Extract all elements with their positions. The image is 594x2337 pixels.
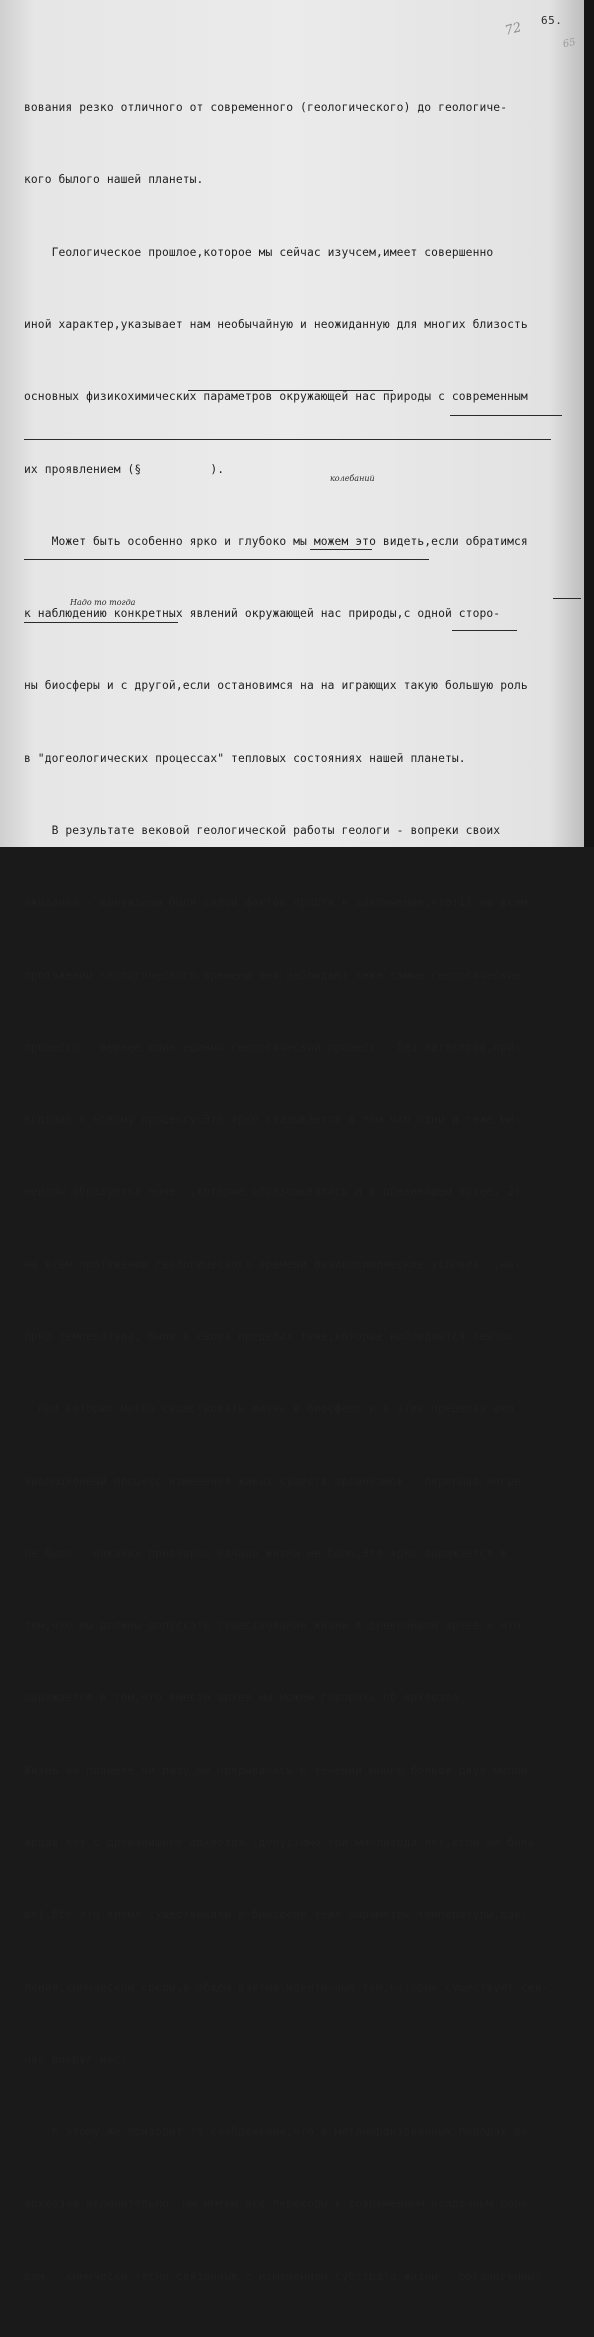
pen-underline [24,559,429,560]
scan-dark-edge [584,0,594,847]
text-line: к наблюдению конкретных явлений окружающей нас природы,с одной сторо- [24,607,501,621]
text-line: нералы образуются ныне ,которые образовывались и в древнейшем архее, 2) [24,1185,521,1199]
text-line: дам - химически тесно связанные с изменением субстрата жизни - органогенных [24,2269,542,2283]
text-line: археозоя включительно мы имеем все переходы к современным осадочным поро- [24,2197,535,2211]
text-line: их проявлением (§ ). [24,462,225,476]
text-line: на всем протяжении геологического времени физикохимические условия ,на- [24,1257,521,1271]
typed-text-body [24,48,584,2337]
text-line: прйр температура, были в своих пределах теже,которые наблюдаются сейчас [24,1329,514,1343]
text-line: ардов лет с древнейшего археозоя (допустимо три миллиарда лет,если не боль- [24,1835,542,1849]
archive-pencil-mark: 72 [503,20,524,39]
pen-underline [24,439,551,440]
text-line: не было - никаких признаков начала жизни не было.Это ярко выражается в [24,1546,508,1560]
archive-pencil-mark-small: 65 [562,36,577,51]
text-line: Геологическое прошлое,которое мы сейчас изучсем,имеет совершенно [24,245,494,259]
text-line: процессы - вернее один единый геологический процесс - без катастроф,при- [24,1040,521,1054]
text-line: водящих к новому процессу.Это ярко сказывается в том,что одни и теже ми- [24,1113,521,1127]
text-line: В результате вековой геологической работы геологи - вопреки своих [24,824,501,837]
text-line: ожиданий - вынуждены были силой фактов придти к заключению,что:1) на всем [24,896,528,910]
text-line: в "догеологических процессах" тепловых состояниях нашей планеты. [24,751,466,765]
text-line: вования резко отличного от современного (геологического) до геологиче- [24,101,508,115]
text-line: ны биосферы и с другой,если остановимся на на играющих такую большую роль [24,679,528,693]
handwritten-insertion: Надо то тогда [70,598,136,607]
text-line: ления,химической среды,в общем взятые,идентичные тем,которые существуют сей- [24,1980,549,1994]
pen-underline [450,415,562,416]
handwritten-insertion: колебаний [330,474,375,483]
text-line: Может быть особенно ярко и глубоко мы можем это видеть,если обратимся [24,534,528,548]
text-line: протяжении геологического времени они наблюдают теже самые геологические [24,968,521,982]
text-line: - при которых могла существовать жизнь в биосфере и в этих пределах шел [24,1402,514,1416]
text-line: иной характер,указывает нам необычайную и неожиданную для многих близость [24,318,528,332]
text-line: К этому же приводит то соображение,что в метаморфизованных породах до [24,2125,528,2139]
text-line: час вокруг нас. [24,2052,128,2066]
pen-strikethrough [310,549,372,550]
pen-underline [188,390,393,391]
pen-strikethrough [553,598,581,599]
text-line: основных физикохимических параметров окружающей нас природы с современным [24,390,528,404]
text-line: ше).Все это время существовали в биосфере теже параметры температуры,дав- [24,1908,528,1922]
text-line: эволюционный процесс изменения живых существ организмов перерыва нигде [24,1474,521,1488]
page-number: 65. [541,14,563,27]
text-line: выражается в том,что вместо архея мы можем говорить об археозое. [24,1691,466,1705]
text-line: том,что мы должны допускать существование жизни в древнейшем архее и что [24,1619,521,1633]
text-line: кого былого нашей планеты. [24,173,204,187]
pen-strikethrough [24,622,178,623]
pen-underline [452,630,517,631]
text-line: Жизнь на планете ни разу не прерывалась в течении много больше двух милли- [24,1763,535,1777]
